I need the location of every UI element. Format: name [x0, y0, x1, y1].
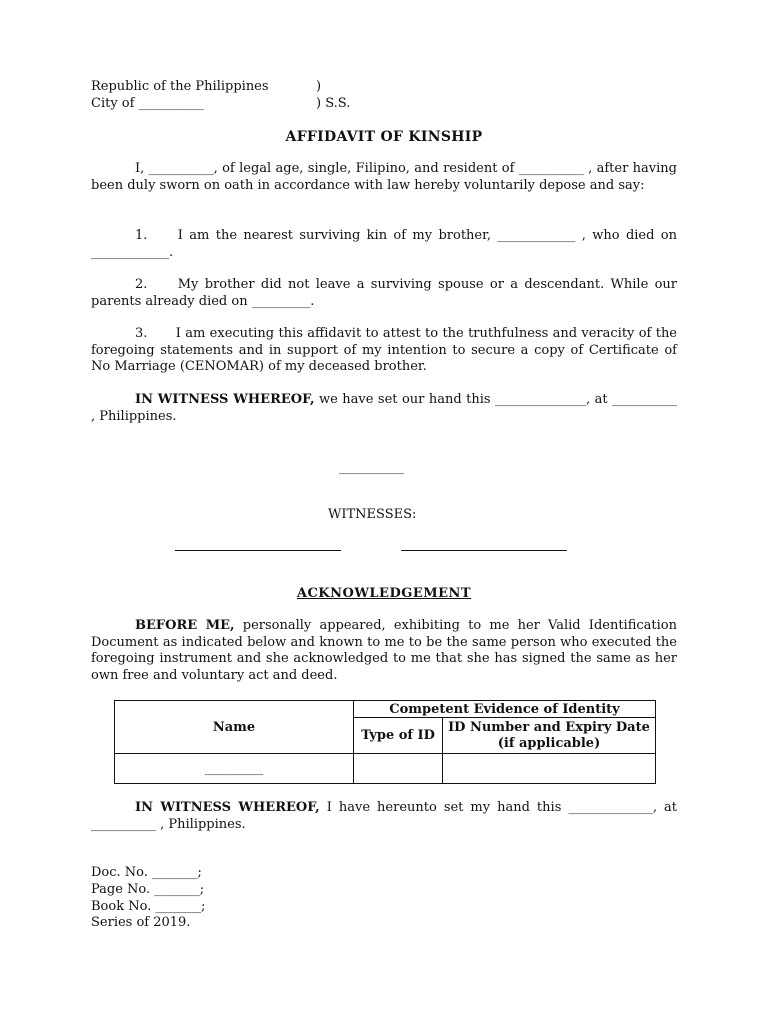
witness-2-text: I have hereunto set my hand this _____________, at __________ , Philippines.: [91, 800, 677, 832]
republic-text: Republic of the Philippines: [91, 79, 269, 94]
witness-2-lead: IN WITNESS WHEREOF,: [135, 800, 320, 815]
item-1-text: I am the nearest surviving kin of my brother, ____________ , who died on ____________.: [91, 228, 677, 260]
item-2-number: 2.: [135, 277, 148, 292]
acknowledgement-title: ACKNOWLEDGEMENT: [296, 586, 472, 601]
type-of-id-cell: [354, 754, 443, 784]
witness-signature-line-2: [401, 550, 567, 551]
item-1: [91, 228, 677, 261]
witnesses-label: WITNESSES:: [328, 507, 417, 522]
affiant-signature-line: __________: [339, 460, 404, 475]
name-cell: _________: [115, 754, 354, 784]
acknowledgement-paragraph: [91, 618, 677, 684]
witness-1-text: we have set our hand this ______________, at __________ , Philippines.: [91, 392, 677, 424]
doc-number: Doc. No. _______;: [91, 865, 202, 880]
id-number-header-line2: (if applicable): [497, 735, 601, 751]
type-of-id-header: Type of ID: [354, 718, 443, 754]
item-3-number: 3.: [135, 326, 148, 341]
ss-text: ) S.S.: [316, 96, 351, 111]
ack-text: personally appeared, exhibiting to me her Valid Identification Document as indicated below and known to me to be the same person who executed the foregoing instrument and she acknowledged to me that she has signed the same as her own free and voluntary act and deed.: [91, 618, 677, 683]
intro-paragraph: I, __________, of legal age, single, Filipino, and resident of __________ , after having been duly sworn on oath in accordance with law hereby voluntarily depose and say:: [91, 161, 677, 193]
city-text: City of __________: [91, 96, 204, 111]
item-3: [91, 326, 677, 376]
witness-1-lead: IN WITNESS WHEREOF,: [135, 392, 315, 407]
book-number: Book No. _______;: [91, 899, 206, 914]
series-year: Series of 2019.: [91, 915, 191, 930]
item-2: [91, 277, 677, 310]
republic-paren: ): [316, 79, 322, 94]
id-number-header: [443, 718, 656, 754]
witness-whereof-1: [91, 392, 677, 425]
page-number: Page No. _______;: [91, 882, 205, 897]
evidence-of-identity-table: [114, 700, 656, 784]
item-3-text: I am executing this affidavit to attest to the truthfulness and veracity of the foregoing statements and in support of my intention to secure a copy of Certificate of No Marriage (CENOMAR) of my deceased brother.: [91, 326, 678, 374]
item-2-text: My brother did not leave a surviving spouse or a descendant. While our parents already died on _________.: [91, 277, 677, 309]
name-column-header: Name: [115, 701, 354, 754]
id-number-header-line1: ID Number and Expiry Date: [448, 719, 650, 735]
evidence-group-header: Competent Evidence of Identity: [354, 701, 656, 718]
document-title: AFFIDAVIT OF KINSHIP: [285, 129, 483, 145]
ack-lead: BEFORE ME,: [135, 618, 235, 633]
item-1-number: 1.: [135, 228, 148, 243]
witness-signature-line-1: [175, 550, 341, 551]
witness-whereof-2: [91, 800, 677, 833]
id-number-cell: [443, 754, 656, 784]
